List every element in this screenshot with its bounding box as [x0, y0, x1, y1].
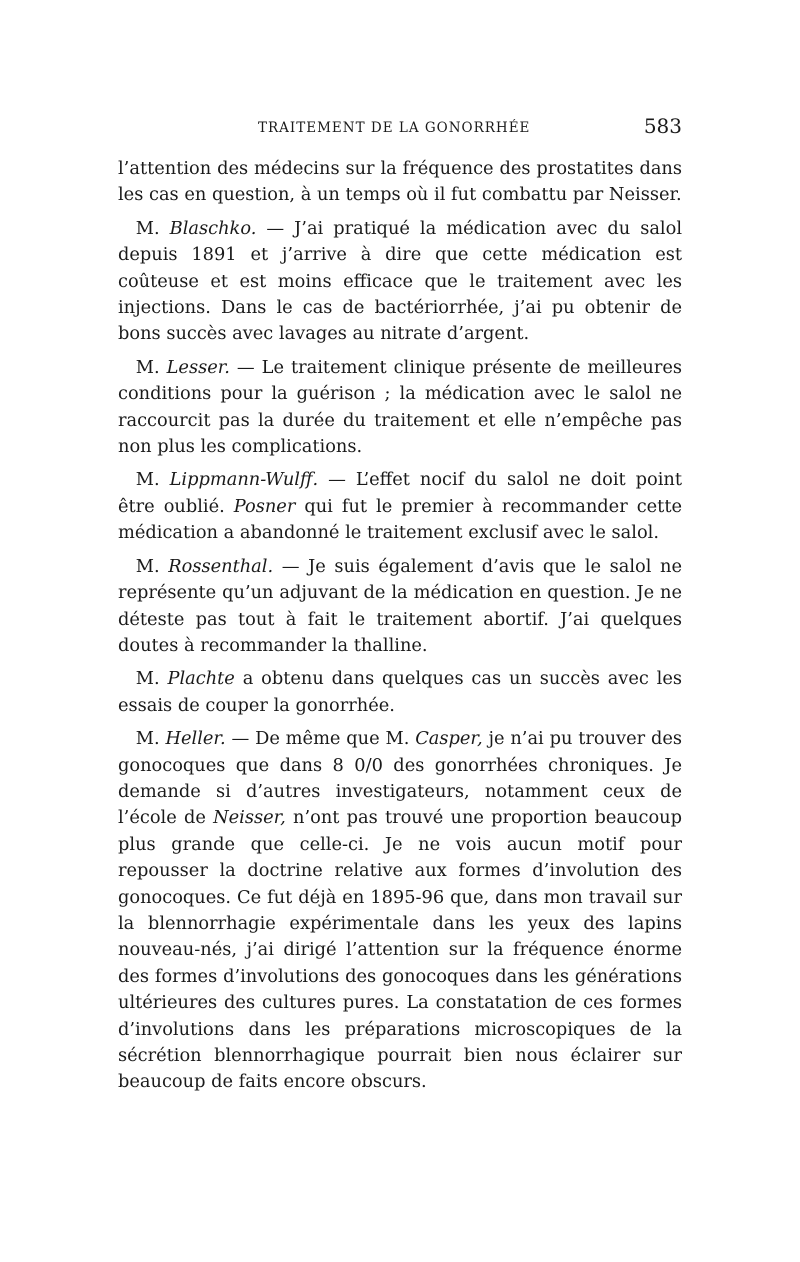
paragraph [118, 156, 682, 209]
speaker-prefix: M. [135, 356, 167, 378]
paragraph-text: a obtenu dans quelques cas un succès avec les essais de couper la gonorrhée. [118, 668, 682, 716]
paragraph [118, 726, 682, 1096]
paragraph-text: n’ont pas trouvé une proportion beaucoup plus grande que celle-ci. Je ne vois aucun motif pour repousser la doctrine relative aux formes d’involution des gonocoques. Ce fut déjà en 1895-96 que, dans mon travail sur la blennorrhagie expérimentale dans les yeux des lapins nouveau-nés, j’ai dirigé l’attention sur la fréquence énorme des formes d’involutions des gonocoques dans les générations ultérieures des cultures pures. La constatation de ces formes d’involutions dans les préparations microscopiques de la sécrétion blennorrhagique pourrait bien nous éclairer sur beaucoup de faits encore obscurs. [118, 807, 682, 1093]
speaker-prefix: M. [135, 668, 168, 690]
paragraph-text: — L’effet nocif du salol ne doit point être oublié. [118, 469, 682, 517]
speaker-name: Blaschko. [169, 217, 257, 239]
paragraph-text: — De même que M. [225, 728, 416, 750]
page-body [118, 156, 682, 1103]
speaker-name: Rossenthal. [168, 555, 274, 577]
speaker-prefix: M. [135, 728, 166, 750]
paragraph-text: je n’ai pu trouver des gonocoques que dans 8 0/0 des gonorrhées chroniques. Je demande si d’autres investigateurs, notamment ceux de l’école de [118, 728, 682, 829]
page-number: 583 [643, 114, 682, 138]
page-header [118, 116, 682, 138]
speaker-prefix: M. [135, 555, 169, 577]
paragraph-text: — Le traitement clinique présente de meilleures conditions pour la guérison ; la médication avec le salol ne raccourcit pas la durée du traitement et elle n’empêche pas non plus les complications. [118, 356, 682, 458]
paragraph-text: — Je suis également d’avis que le salol ne représente qu’un adjuvant de la médication en question. Je ne déteste pas tout à fait le traitement abortif. J’ai quelques doutes à recommander la thalline. [118, 555, 683, 656]
paragraph [118, 554, 682, 660]
speaker-name: Lesser. [166, 356, 230, 378]
running-title: TRAITEMENT DE LA GONORRHÉE [258, 120, 531, 136]
cited-author: Neisser, [213, 807, 286, 829]
paragraph [118, 666, 682, 719]
paragraph-text: qui fut le premier à recommander cette médication a abandonné le traitement exclusif avec le salol. [118, 495, 682, 544]
paragraph [118, 216, 682, 348]
cited-author: Casper, [415, 728, 483, 750]
speaker-name: Lippmann-Wulff. [169, 469, 319, 491]
cited-author: Posner [233, 495, 296, 517]
paragraph [118, 467, 682, 546]
speaker-prefix: M. [135, 217, 170, 239]
speaker-name: Plachte [167, 668, 235, 690]
paragraph-text: l’attention des médecins sur la fréquence des prostatites dans les cas en question, à un temps où il fut combattu par Neisser. [118, 158, 682, 206]
paragraph-text: — J’ai pratiqué la médication avec du salol depuis 1891 et j’arrive à dire que cette médication est coûteuse et est moins efficace que le traitement avec les injections. Dans le cas de bactériorrhée, j’ai pu obtenir de bons succès avec lavages au nitrate d’argent. [118, 217, 683, 345]
speaker-name: Heller. [165, 728, 226, 750]
paragraph [118, 355, 682, 461]
speaker-prefix: M. [135, 469, 170, 491]
